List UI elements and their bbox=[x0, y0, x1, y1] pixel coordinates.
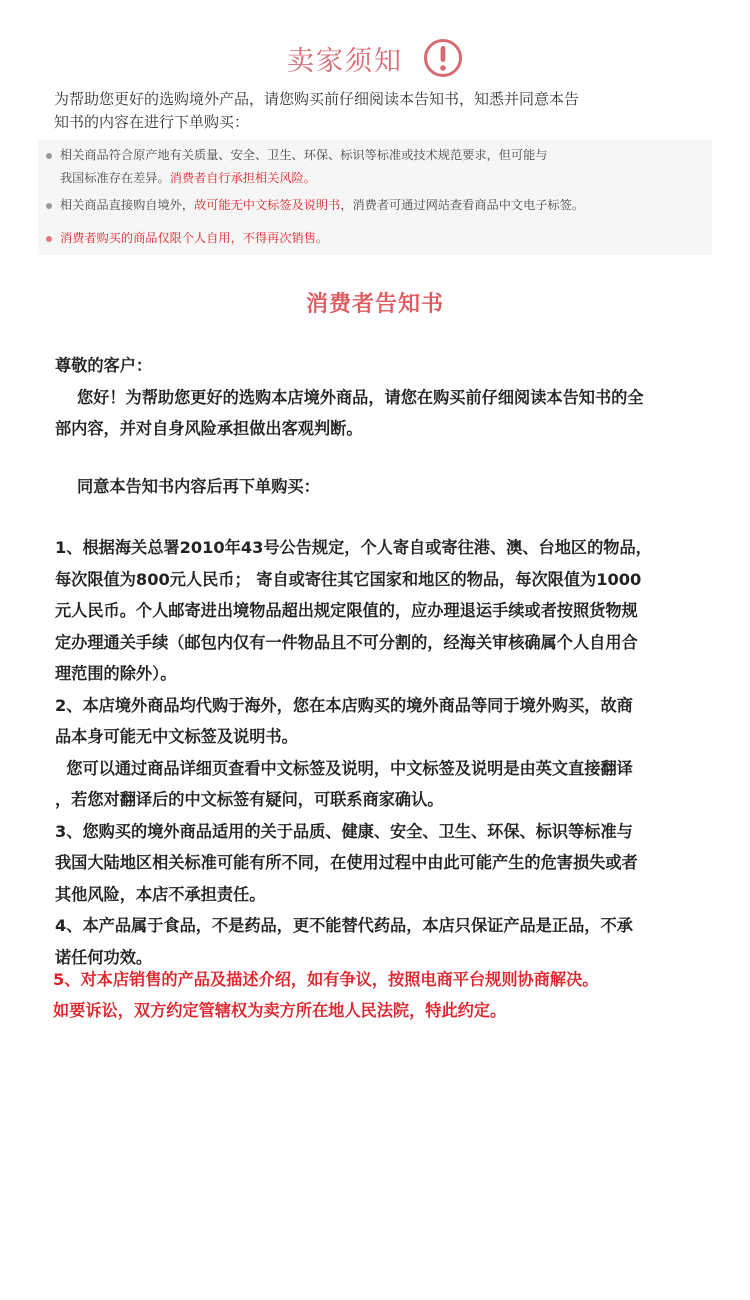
bullet-dot-icon bbox=[46, 203, 52, 209]
clause-line: 4、本产品属于食品，不是药品，更不能替代药品，本店只保证产品是正品，不承 bbox=[55, 916, 633, 935]
clause-line: 3、您购买的境外商品适用的关于品质、健康、安全、卫生、环保、标识等标准与 bbox=[55, 821, 633, 841]
clause-1 bbox=[55, 532, 715, 973]
clause-line: 我国大陆地区相关标准可能有所不同，在使用过程中由此可能产生的危害损失或者 bbox=[55, 853, 638, 872]
greeting: 尊敬的客户： bbox=[55, 356, 153, 375]
clause-5 bbox=[53, 964, 723, 1026]
clause-line: 元人民币。个人邮寄进出境物品超出规定限值的，应办理退运手续或者按照货物规 bbox=[55, 601, 638, 620]
letter-intro bbox=[55, 350, 715, 445]
notice-text: 相关商品符合原产地有关质量、安全、卫生、环保、标识等标准或技术规范要求，但可能与 bbox=[60, 148, 548, 162]
clause-line: 诺任何功效。 bbox=[55, 947, 153, 967]
notice-text: 我国标准存在差异。 bbox=[60, 171, 170, 185]
intro-text bbox=[54, 88, 704, 134]
clause-line: ，若您对翻译后的中文标签有疑问，可联系商家确认。 bbox=[55, 790, 444, 809]
clause-line: 每次限值为800元人民币； 寄自或寄往其它国家和地区的物品，每次限值为1000 bbox=[55, 569, 642, 589]
bullet-dot-icon bbox=[46, 153, 52, 159]
bullet-dot-icon bbox=[46, 236, 52, 242]
header bbox=[0, 38, 750, 78]
clause-line: 5、对本店销售的产品及描述介绍，如有争议，按照电商平台规则协商解决。 bbox=[53, 970, 599, 989]
clause-line: 其他风险，本店不承担责任。 bbox=[55, 884, 266, 904]
clause-line: 1、根据海关总署2010年43号公告规定，个人寄自或寄往港、澳、台地区的物品， bbox=[55, 538, 652, 557]
clause-line: 如要诉讼，双方约定管辖权为卖方所在地人民法院，特此约定。 bbox=[53, 1001, 507, 1020]
agree-line: 同意本告知书内容后再下单购买： bbox=[77, 477, 320, 496]
notice-warning-text: 消费者购买的商品仅限个人自用，不得再次销售。 bbox=[60, 231, 329, 245]
notice-box bbox=[38, 140, 712, 255]
paragraph-line: 您好！为帮助您更好的选购本店境外商品，请您在购买前仔细阅读本告知书的全 bbox=[77, 387, 644, 407]
notice-text: 相关商品直接购自境外， bbox=[60, 198, 195, 212]
clause-line: 理范围的除外）。 bbox=[55, 664, 177, 683]
notice-warning-text: 故可能无中文标签及说明书 bbox=[194, 198, 341, 212]
clause-line: 您可以通过商品详细页查看中文标签及说明，中文标签及说明是由英文直接翻译 bbox=[55, 758, 633, 778]
notice-item-3 bbox=[46, 227, 328, 250]
page-title: 卖家须知 bbox=[287, 45, 403, 77]
notice-warning-text: 消费者自行承担相关风险。 bbox=[169, 171, 316, 185]
clause-line: 定办理通关手续（邮包内仅有一件物品且不可分割的，经海关审核确属个人自用合 bbox=[55, 632, 638, 652]
letter-title: 消费者告知书 bbox=[305, 292, 444, 317]
notice-text-cont bbox=[46, 167, 548, 190]
exclamation-circle-icon bbox=[423, 38, 463, 78]
paragraph-line: 部内容，并对自身风险承担做出客观判断。 bbox=[55, 419, 363, 438]
clause-line: 品本身可能无中文标签及说明书。 bbox=[55, 727, 298, 746]
notice-text: ，消费者可通过网站查看商品中文电子标签。 bbox=[340, 198, 585, 212]
intro-line: 知书的内容在进行下单购买： bbox=[54, 113, 250, 131]
notice-item-1 bbox=[46, 144, 548, 190]
notice-item-2 bbox=[46, 194, 584, 217]
clause-line: 2、本店境外商品均代购于海外，您在本店购买的境外商品等同于境外购买，故商 bbox=[55, 695, 633, 715]
intro-line: 为帮助您更好的选购境外产品，请您购买前仔细阅读本告知书，知悉并同意本告 bbox=[54, 90, 580, 108]
